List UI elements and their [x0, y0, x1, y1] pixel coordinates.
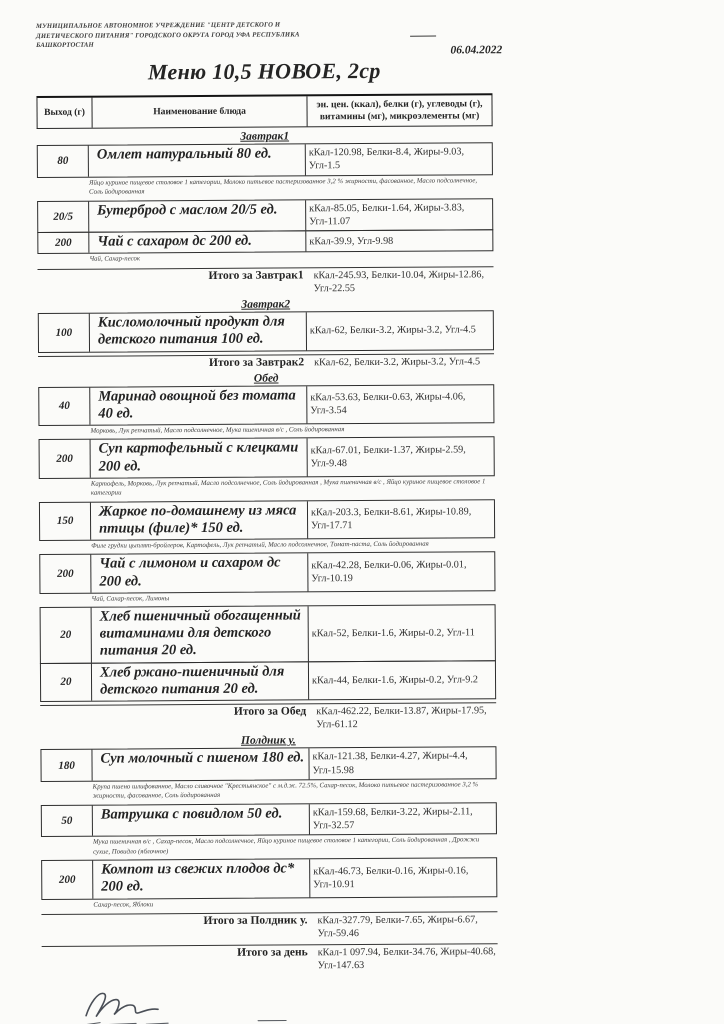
section-total-label: Итого за Завтрак1 — [208, 269, 304, 282]
dish-row — [40, 660, 496, 702]
signature-scribble — [72, 981, 292, 1024]
dish-name: Чай с лимоном и сахаром дс 200 ед. — [99, 554, 281, 590]
meal-section-lunch — [38, 371, 496, 733]
grand-total-value: кКал-1 097.94, Белки-34.76, Жиры-40.68, Угл-147.63 — [317, 945, 496, 972]
organization-name: МУНИЦИПАЛЬНОЕ АВТОНОМНОЕ УЧРЕЖДЕНИЕ "ЦЕНТР ДЕТСКОГО И ДИЕТИЧЕСКОГО ПИТАНИЯ" ГОРОДСКОГО ОКРУГА ГОРОД УФА РЕСПУБЛИКА БАШКОРТОСТАН — [36, 21, 300, 50]
dish-nutrition: кКал-67.01, Белки-1.37, Жиры-2.59, Угл-9.48 — [307, 438, 494, 476]
dish-row — [37, 142, 493, 177]
grand-total — [42, 943, 498, 974]
ingredients-note: Яйцо куриное пищевое столовое 1 категории, Молоко питьевое пастеризованное 3,2 % жирности, фасованное, Масло подсолнечное, Соль йодированная — [88, 176, 478, 196]
dish-name: Суп молочный с пшеном 180 ед. — [100, 749, 305, 767]
dish-row — [39, 437, 495, 479]
grand-total-label: Итого за день — [237, 945, 308, 959]
dish-qty: 20 — [41, 663, 92, 701]
dish-qty: 100 — [39, 314, 90, 352]
dish-name: Хлеб пшеничный обогащенный витаминами для детского питания 20 ед. — [99, 607, 301, 660]
dish-qty: 200 — [40, 555, 91, 593]
ingredients-note: Морковь, Лук репчатый, Масло подсолнечное, Мука пшеничная в/с , Соль йодированная — [90, 426, 345, 435]
meal-section-snack — [40, 733, 497, 942]
section-total-value: кКал-327.79, Белки-7.65, Жиры-6.67, Угл-59.46 — [317, 914, 478, 940]
table-header — [36, 93, 492, 129]
ingredients-note: Крупа пшено шлифованное, Масло сливочное "Крестьянское" с м.д.ж. 72.5%, Сахар-песок, Молоко питьевое пастеризованное 3,2 % жирности, фасованное, Соль йодированная — [92, 781, 479, 800]
dish-nutrition: кКал-39.9, Угл-9.98 — [305, 230, 492, 251]
section-title: Полдник у. — [240, 734, 296, 748]
section-total — [38, 266, 494, 297]
dish-row — [37, 229, 493, 254]
dish-row — [40, 604, 496, 663]
dish-name: Жаркое по-домашнему из мяса птицы (филе)* 150 ед. — [98, 502, 297, 537]
dish-qty: 40 — [39, 387, 90, 425]
dish-name: Омлет натуральный 80 ед. — [96, 145, 272, 163]
dish-qty: 200 — [42, 861, 93, 899]
ingredients-note: Сахар-песок, Яблоки — [93, 900, 154, 909]
signature — [72, 979, 498, 1024]
meal-section-breakfast2 — [38, 297, 494, 370]
dish-row — [39, 499, 495, 541]
dish-name: Суп картофельный с клецками 200 ед. — [98, 439, 299, 475]
section-title: Обед — [253, 372, 279, 385]
dish-qty: 20 — [41, 608, 92, 663]
ingredients-note: Картофель, Морковь, Лук репчатый, Масло подсолнечное, Соль йодированная , Мука пшеничная в/с , Яйцо куриное пищевое столовое 1 категории — [90, 477, 486, 497]
dish-row — [39, 552, 495, 594]
document-content — [36, 19, 503, 1024]
section-total-value: кКал-245.93, Белки-10.04, Жиры-12.86, Угл-22.55 — [313, 269, 485, 295]
dish-qty: 180 — [41, 750, 92, 781]
dish-qty: 80 — [38, 146, 89, 177]
section-total-value: кКал-462.22, Белки-13.87, Жиры-17.95, Угл-61.12 — [316, 705, 487, 731]
section-total — [40, 702, 496, 733]
dish-row — [40, 746, 496, 781]
ingredients-note: Филе грудки цыплят-бройлеров, Картофель, Лук репчатый, Масло подсолнечное, Томат-паста, Соль йодированная — [91, 540, 429, 550]
column-header-qty: Выход (г) — [37, 98, 92, 128]
dish-nutrition: кКал-159.68, Белки-3.22, Жиры-2.11, Угл-32.57 — [309, 803, 496, 835]
ingredients-note: Чай, Сахар-песок — [89, 255, 141, 263]
dish-nutrition: кКал-44, Белки-1.6, Жиры-0.2, Угл-9.2 — [308, 661, 495, 699]
dish-qty: 150 — [40, 502, 91, 540]
section-title: Завтрак1 — [240, 130, 290, 143]
dish-name: Кисломолочный продукт для детского питания 100 ед. — [97, 313, 285, 349]
dish-name: Чай с сахаром дс 200 ед. — [97, 232, 252, 250]
dish-row — [37, 198, 493, 233]
dish-qty: 50 — [42, 805, 93, 836]
ingredients-note: Чай, Сахар-песок, Лимоны — [91, 594, 170, 603]
column-header-name: Наименование блюда — [153, 105, 246, 118]
dish-nutrition: кКал-85.05, Белки-1.64, Жиры-3.83, Угл-11.07 — [305, 199, 492, 231]
dish-row — [41, 858, 497, 900]
dish-nutrition: кКал-46.73, Белки-0.16, Жиры-0.16, Угл-10.91 — [309, 859, 496, 897]
section-total-value: кКал-62, Белки-3.2, Жиры-3.2, Угл-4.5 — [314, 355, 481, 368]
dish-nutrition: кКал-42.28, Белки-0.06, Жиры-0.01, Угл-10.19 — [307, 553, 494, 591]
dish-nutrition: кКал-121.38, Белки-4.27, Жиры-4.4, Угл-15.98 — [308, 747, 495, 779]
dish-name: Ватрушка с повидлом 50 ед. — [100, 805, 283, 823]
column-header-nutrition: эн. цен. (ккал), белки (г), углеводы (г), витамины (мг), микроэлементы (мг) — [306, 95, 491, 126]
section-total-label: Итого за Полдник у. — [203, 914, 308, 928]
document-date: 06.04.2022 — [450, 44, 503, 57]
dish-nutrition: кКал-53.63, Белки-0.63, Жиры-4.06, Угл-3.54 — [306, 385, 493, 423]
section-title: Завтрак2 — [241, 298, 291, 312]
dish-qty: 200 — [38, 233, 89, 253]
dish-name: Маринад овощной без томата 40 ед. — [98, 387, 296, 422]
ingredients-note: Мука пшеничная в/с , Сахар-песок, Масло подсолнечное, Яйцо куриное пищевое столовое 1 категории, Соль йодированная , Дрожжи сухие, Повидло (яблочное) — [92, 836, 480, 856]
dish-nutrition: кКал-52, Белки-1.6, Жиры-0.2, Угл-11 — [308, 605, 495, 660]
dish-row — [38, 384, 494, 426]
dish-name: Бутерброд с маслом 20/5 ед. — [97, 201, 278, 219]
dish-nutrition: кКал-203.3, Белки-8.61, Жиры-10.89, Угл-17.71 — [307, 500, 494, 538]
meal-section-breakfast1 — [37, 129, 494, 297]
dish-qty: 20/5 — [38, 201, 89, 232]
menu-table — [36, 93, 497, 974]
letterhead-line — [410, 36, 436, 37]
dish-name: Компот из свежих плодов дс* 200 ед. — [101, 860, 295, 896]
section-total-label: Итого за Обед — [233, 705, 307, 718]
dish-nutrition: кКал-62, Белки-3.2, Жиры-3.2, Угл-4.5 — [306, 311, 493, 349]
dish-name: Хлеб ржано-пшеничный для детского питания 20 ед. — [99, 663, 285, 698]
menu-title: Меню 10,5 НОВОЕ, 2ср — [147, 58, 381, 85]
dish-qty: 200 — [40, 440, 91, 478]
dish-row — [38, 310, 494, 352]
section-total — [38, 353, 494, 371]
dish-nutrition: кКал-120.98, Белки-8.4, Жиры-9.03, Угл-1.5 — [305, 143, 492, 175]
section-total-label: Итого за Завтрак2 — [208, 355, 305, 369]
dish-row — [41, 802, 497, 837]
section-total — [41, 911, 497, 942]
